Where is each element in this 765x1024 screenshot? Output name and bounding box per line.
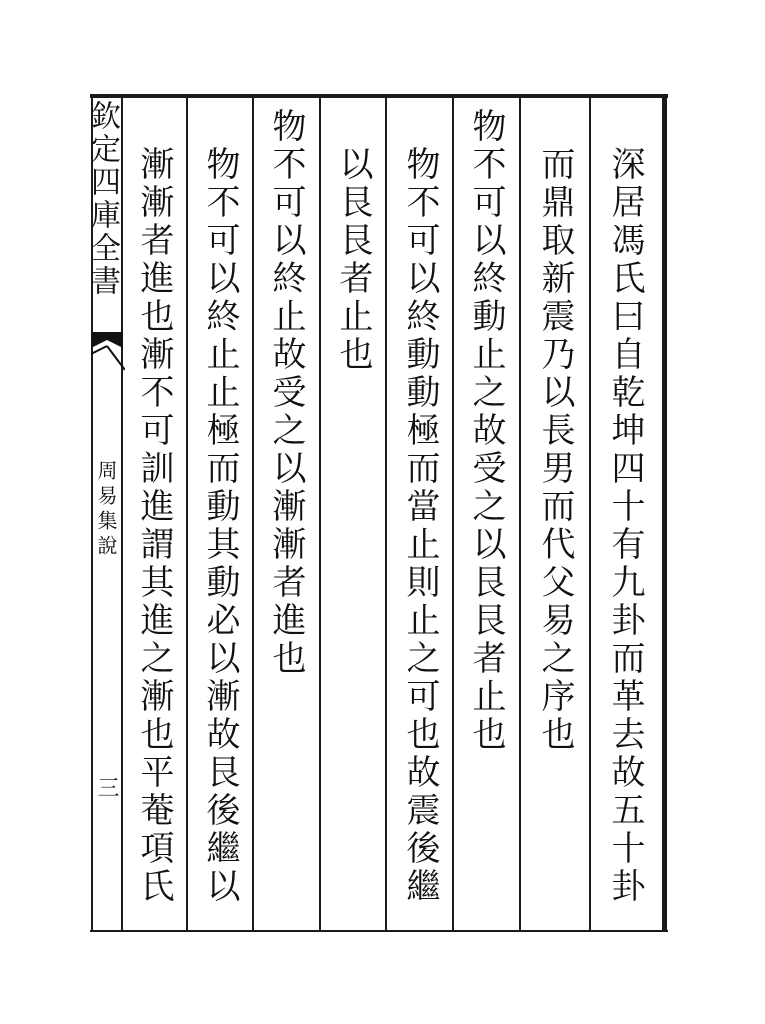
- column-divider: [519, 96, 521, 931]
- frame-right-border: [662, 94, 667, 932]
- page-number: 三: [94, 776, 119, 798]
- column-divider: [186, 96, 188, 931]
- column-divider: [385, 96, 387, 931]
- collection-title: 欽定四庫全書: [85, 100, 120, 298]
- column-divider: [452, 96, 454, 931]
- text-column-6: 物不可以終止故受之以漸漸者進也: [266, 108, 306, 678]
- frame-top-border: [90, 94, 668, 98]
- text-column-1: 深居馮氏曰自乾坤四十有九卦而革去故五十卦: [605, 146, 645, 906]
- column-divider: [589, 96, 591, 931]
- frame-bottom-border: [90, 930, 668, 932]
- text-column-2: 而鼎取新震乃以長男而代父易之序也: [535, 146, 575, 754]
- column-divider: [319, 96, 321, 931]
- text-column-7: 物不可以終止止極而動其動必以漸故艮後繼以: [200, 146, 240, 906]
- text-column-5: 以艮艮者止也: [333, 146, 373, 374]
- fish-tail-mark: [91, 330, 125, 372]
- column-divider: [252, 96, 254, 931]
- text-column-4: 物不可以終動動極而當止則止之可也故震後繼: [400, 146, 440, 906]
- book-title: 周易集說: [94, 460, 118, 560]
- text-column-8: 漸漸者進也漸不可訓進謂其進之漸也平菴項氏: [134, 146, 174, 906]
- margin-strip-border: [121, 94, 123, 932]
- text-column-3: 物不可以終動止之故受之以艮艮者止也: [466, 108, 506, 754]
